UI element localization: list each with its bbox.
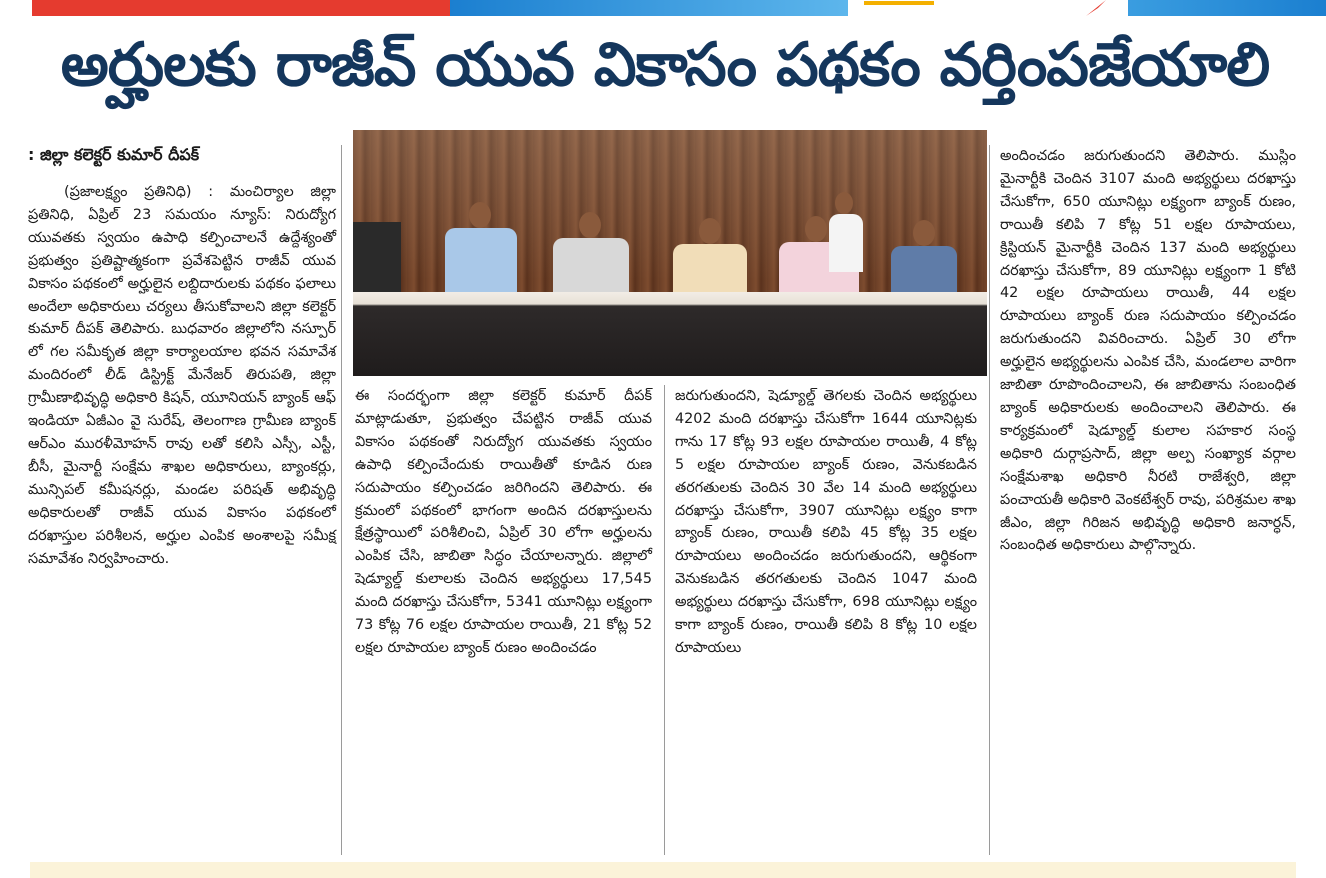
masthead-red-band bbox=[32, 0, 450, 16]
masthead-blue-band bbox=[450, 0, 848, 16]
masthead-strip bbox=[0, 0, 1326, 20]
column-divider bbox=[341, 145, 342, 855]
article-headline: అర్హులకు రాజీవ్ యువ వికాసం పథకం వర్తింపజేయాలి bbox=[60, 30, 1270, 100]
column-divider bbox=[989, 145, 990, 855]
article-column-1: (ప్రజాలక్ష్యం ప్రతినిధి) : మంచిర్యాల జిల్లా ప్రతినిధి, ఏప్రిల్ 23 సమయం న్యూస్: నిరుద్యోగ యువతకు స్వయం ఉపాధి కల్పించాలనే ఉద్దేశ్యంతో ప్రభుత్వం ప్రతిష్టాత్మకంగా ప్రవేశపెట్టిన రాజీవ్ యువ వికాసం పథకంలో అర్హులైన లబ్దిదారులకు పథకం ఫలాలు అందేలా అధికారులు చర్యలు తీసుకోవాలని జిల్లా కలెక్టర్ కుమార్ దీపక్ తెలిపారు. బుధవారం జిల్లాలోని నస్పూర్ లో గల సమీకృత జిల్లా కార్యాలయాల భవన సమావేశ మందిరంలో లీడ్ డిస్ట్రిక్ట్ మేనేజర్ తిరుపతి, జిల్లా గ్రామీణాభివృద్ధి అధికారి కిషన్, యూనియన్ బ్యాంక్ ఆఫ్ ఇండియా ఏజీఎం వై సురేష్, తెలంగాణ గ్రామీణ బ్యాంక్ ఆర్ఎం మురళీమోహన్ రావు లతో కలిసి ఎస్సీ, ఎస్టీ, బీసీ, మైనార్టీ సంక్షేమ శాఖల అధికారులు, బ్యాంకర్లు, మున్సిపల్ కమీషనర్లు, మండల పరిషత్ అభివృద్ధి అధికారులతో రాజీవ్ యువ వికాసం పథకంలో దరఖాస్తుల పరిశీలన, అర్హుల ఎంపిక అంశాలపై సమీక్ష సమావేశం నిర్వహించారు. bbox=[28, 184, 336, 567]
article-column-4: అందించడం జరుగుతుందని తెలిపారు. ముస్లిం మైనార్టీకి చెందిన 3107 మంది అభ్యర్థులు దరఖాస్తు చేసుకోగా, 650 యూనిట్లు లక్ష్యంగా బ్యాంక్ రుణం, రాయితీ కలిపి 7 కోట్ల 51 లక్షల రూపాయలు, క్రిస్టియన్ మైనార్టీకి చెందిన 137 మంది అభ్యర్థులు దరఖాస్తు చేసుకోగా, 89 యూనిట్లు లక్ష్యంగా 1 కోటి 42 లక్షల రూపాయలు రాయితీ, 44 లక్షల రూపాయలు బ్యాంక్ రుణ సదుపాయం కల్పించడం జరుగుతుందని వివరించారు. ఏప్రిల్ 30 లోగా అర్హులైన అభ్యర్థులను ఎంపిక చేసి, మండలాల వారిగా జాబితా రూపొందించాలని, ఈ జాబితాను సంబంధిత బ్యాంక్ అధికారులకు అందించాలని తెలిపారు. ఈ కార్యక్రమంలో షెడ్యూల్డ్ కులాల సహకార సంస్థ అధికారి దుర్గాప్రసాద్, జిల్లా అల్ప సంఖ్యాక వర్గాల సంక్షేమశాఖ అధికారి నీరటి రాజేశ్వరి, జిల్లా పంచాయతీ అధికారి వెంకటేశ్వర్ రావు, పరిశ్రమల శాఖ జీఎం, జిల్లా గిరిజన అభివృద్ధి అధికారి జనార్ధన్, సంబంధిత అధికారులు పాల్గొన్నారు. bbox=[1000, 148, 1296, 554]
article-column-2: ఈ సందర్భంగా జిల్లా కలెక్టర్ కుమార్ దీపక్ మాట్లాడుతూ, ప్రభుత్వం చేపట్టిన రాజీవ్ యువ వికాసం పథకంతో నిరుద్యోగ యువతకు స్వయం ఉపాధి కల్పించేందుకు రాయితీతో కూడిన రుణ సదుపాయం కల్పించడం జరిగిందని తెలిపారు. ఈ క్రమంలో పథకంలో భాగంగా అందిన దరఖాస్తులను క్షేత్రస్థాయిలో పరిశీలించి, ఏప్రిల్ 30 లోగా అర్హులను ఎంపిక చేసి, జాబితా సిద్ధం చేయాలన్నారు. జిల్లాలో షెడ్యూల్డ్ కులాలకు చెందిన అభ్యర్థులు 17,545 మంది దరఖాస్తు చేసుకోగా, 5341 యూనిట్లు లక్ష్యంగా 73 కోట్ల 76 లక్షల రూపాయల రాయితీ, 21 కోట్ల 52 లక్షల రూపాయల బ్యాంక్ రుణం అందించడం bbox=[355, 388, 652, 656]
newspaper-logo bbox=[850, 0, 1126, 18]
meeting-photo bbox=[353, 130, 987, 376]
pen-icon bbox=[1086, 0, 1106, 16]
article-byline: : జిల్లా కలెక్టర్ కుమార్ దీపక్ bbox=[28, 145, 200, 164]
article-column-3: జరుగుతుందని, షెడ్యూల్డ్ తెగలకు చెందిన అభ్యర్థులు 4202 మంది దరఖాస్తు చేసుకోగా 1644 యూనిట్లకు గాను 17 కోట్ల 93 లక్షల రూపాయల రాయితీ, 4 కోట్ల 5 లక్షల రూపాయల బ్యాంక్ రుణం, వెనుకబడిన తరగతులకు చెందిన 30 వేల 14 మంది అభ్యర్థులు దరఖాస్తు చేసుకోగా, 3907 యూనిట్లు లక్ష్యం కాగా బ్యాంక్ రుణం, రాయితీ కలిపి 45 కోట్ల 35 లక్షల రూపాయలు అందించడం జరుగుతుందని, ఆర్థికంగా వెనుకబడిన తరగతులకు చెందిన 1047 మంది అభ్యర్థులు దరఖాస్తు చేసుకోగా, 698 యూనిట్లు లక్ష్యం కాగా బ్యాంక్ రుణం, రాయితీ కలిపి 8 కోట్ల 10 లక్షల రూపాయలు bbox=[675, 388, 977, 656]
masthead-blue-band-right bbox=[1128, 0, 1326, 16]
page-footer-band bbox=[30, 862, 1296, 878]
column-divider bbox=[664, 385, 665, 855]
